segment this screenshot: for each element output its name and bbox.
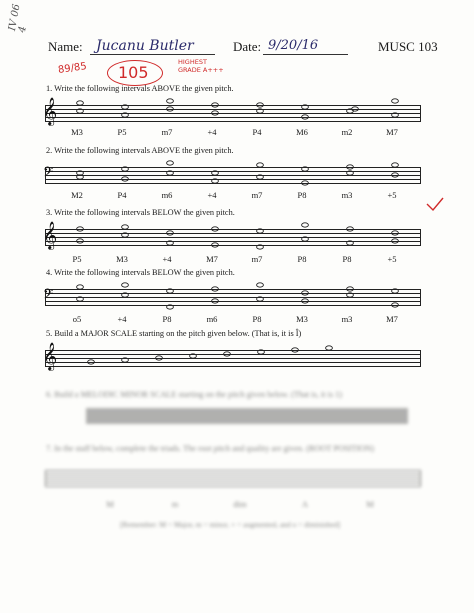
student-name: Jucanu Butler — [96, 38, 194, 54]
q4-labels: o5 +4 P8 m6 P8 M3 m3 M7 — [72, 314, 398, 324]
q3-labels: P5 M3 +4 M7 m7 P8 P8 +5 — [72, 254, 397, 264]
bass-clef-icon: 𝄢 — [43, 164, 54, 183]
treble-clef-icon: 𝄞 — [43, 342, 58, 370]
bass-clef-icon: 𝄢 — [43, 286, 54, 305]
q2-notes — [45, 159, 421, 191]
footnote-blurred: [Remember: M = Major, m = minor, + = augmented, and o = diminished] — [120, 520, 341, 529]
treble-clef-icon: 𝄞 — [43, 221, 58, 249]
q2-prompt: 2. Write the following intervals ABOVE the given pitch. — [46, 146, 234, 155]
q3-staff — [43, 221, 421, 249]
q7-prompt-blurred: 7. In the staff below, complete the triads. The root pitch and quality are given. (ROOT POSITION) — [46, 444, 375, 453]
q5-scale-notes — [45, 342, 421, 374]
q2-labels: M2 P4 m6 +4 m7 P8 m3 +5 — [71, 190, 397, 200]
q7-staff-blurred — [45, 470, 421, 488]
check-mark-icon — [425, 195, 445, 215]
date-value: 9/20/16 — [268, 38, 319, 53]
q5-prompt: 5. Build a MAJOR SCALE starting on the pitch given below. (That is, it is Î) — [46, 329, 302, 338]
date-label: Date: — [233, 39, 262, 54]
q2-staff — [43, 164, 421, 185]
grade-fraction: 89/85 — [57, 61, 88, 76]
q1-notes — [45, 97, 421, 129]
corner-mark: IV 06 4 — [7, 3, 29, 34]
q1-staff — [43, 97, 421, 125]
q5-staff — [43, 342, 421, 370]
grade-score: 105 — [118, 63, 149, 82]
q4-notes — [45, 281, 421, 317]
q7-labels-blurred: M m dim A M — [106, 499, 374, 509]
name-label: Name: — [48, 39, 83, 54]
q6-prompt-blurred: 6. Build a MELODIC MINOR SCALE starting on the pitch given below. (That is, it is 1) — [46, 390, 343, 399]
treble-clef-icon: 𝄞 — [43, 97, 58, 125]
q3-notes — [45, 221, 421, 257]
q1-labels: M3 P5 m7 +4 P4 M6 m2 M7 — [71, 127, 398, 137]
q4-prompt: 4. Write the following intervals BELOW the given pitch. — [46, 268, 235, 277]
q1-prompt: 1. Write the following intervals ABOVE the given pitch. — [46, 84, 234, 93]
q3-prompt: 3. Write the following intervals BELOW the given pitch. — [46, 208, 235, 217]
grade-note: HIGHEST GRADE A+++ — [178, 58, 224, 74]
q6-staff-blurred — [86, 408, 408, 424]
course-code: MUSC 103 — [378, 39, 438, 54]
q4-staff — [43, 286, 421, 307]
